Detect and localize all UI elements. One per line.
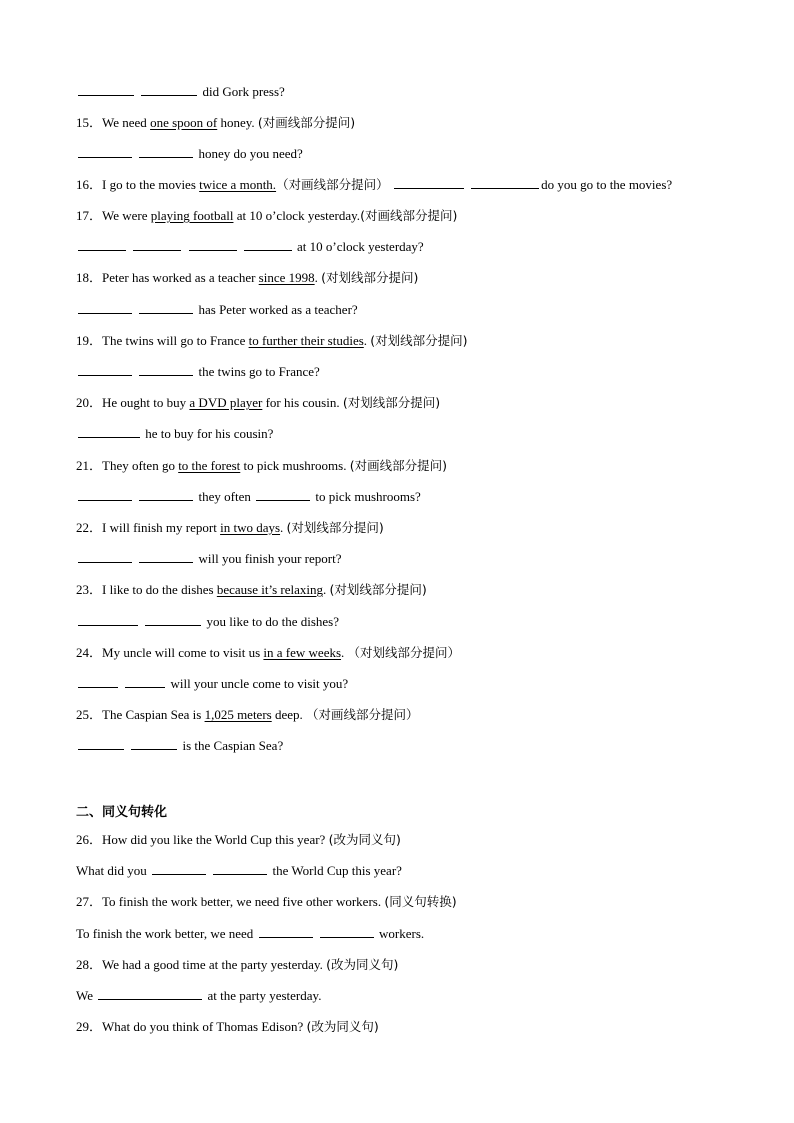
answer-blank[interactable] xyxy=(133,238,181,251)
underlined-part: to the forest xyxy=(178,458,241,473)
answer-blank[interactable] xyxy=(139,488,193,501)
answer-pre: We xyxy=(76,988,93,1003)
answer-blank[interactable] xyxy=(78,83,134,96)
question-21 xyxy=(76,457,447,475)
question-text: . xyxy=(322,582,330,597)
answer-blank[interactable] xyxy=(141,83,197,96)
instruction-note: （对画线部分提问） xyxy=(276,177,389,192)
question-number: 25． xyxy=(76,707,103,722)
answer-blank[interactable] xyxy=(98,987,202,1000)
q23-answer-line xyxy=(76,613,339,631)
question-17 xyxy=(76,207,457,225)
answer-tail: at 10 o’clock yesterday? xyxy=(297,239,424,254)
instruction-note: (改为同义句) xyxy=(306,1019,379,1034)
underlined-part: in two days xyxy=(220,520,281,535)
answer-blank[interactable] xyxy=(394,176,464,189)
underlined-part: in a few weeks xyxy=(263,645,342,660)
underlined-part: a DVD player xyxy=(189,395,263,410)
answer-blank[interactable] xyxy=(139,301,193,314)
instruction-note: (同义句转换) xyxy=(384,894,457,909)
question-text: What do you think of Thomas Edison? xyxy=(102,1019,307,1034)
instruction-note: (对画线部分提问) xyxy=(360,208,458,223)
answer-blank[interactable] xyxy=(78,425,140,438)
answer-blank[interactable] xyxy=(256,488,310,501)
q18-answer-line xyxy=(76,301,358,319)
question-19 xyxy=(76,332,468,350)
question-27 xyxy=(76,893,457,911)
answer-blank[interactable] xyxy=(471,176,539,189)
answer-blank[interactable] xyxy=(139,363,193,376)
answer-blank[interactable] xyxy=(78,613,138,626)
question-number: 29． xyxy=(76,1019,103,1034)
answer-tail: honey do you need? xyxy=(198,146,303,161)
q27-answer-line xyxy=(76,925,424,943)
question-text: He ought to buy xyxy=(102,395,190,410)
q17-answer-line xyxy=(76,238,424,256)
question-text: We had a good time at the party yesterday. xyxy=(102,957,327,972)
q14-answer-line xyxy=(76,83,285,101)
answer-blank[interactable] xyxy=(78,145,132,158)
question-26 xyxy=(76,831,401,849)
question-number: 16． xyxy=(76,177,103,192)
question-24 xyxy=(76,644,460,662)
question-text: honey. xyxy=(217,115,258,130)
answer-tail: do you go to the movies? xyxy=(541,177,673,192)
question-text: To finish the work better, we need five other workers. xyxy=(102,894,385,909)
answer-tail: has Peter worked as a teacher? xyxy=(198,302,358,317)
question-number: 18． xyxy=(76,270,103,285)
question-number: 24． xyxy=(76,645,103,660)
instruction-note: (对划线部分提问) xyxy=(321,270,419,285)
q25-answer-line xyxy=(76,737,283,755)
question-number: 23． xyxy=(76,582,103,597)
question-text: . xyxy=(363,333,371,348)
answer-blank[interactable] xyxy=(139,145,193,158)
answer-blank[interactable] xyxy=(320,925,374,938)
question-text: I will finish my report xyxy=(102,520,221,535)
q24-answer-line xyxy=(76,675,348,693)
answer-tail: the twins go to France? xyxy=(198,364,320,379)
answer-blank[interactable] xyxy=(78,301,132,314)
answer-pre: To finish the work better, we need xyxy=(76,926,254,941)
answer-pre: What did you xyxy=(76,863,147,878)
answer-blank[interactable] xyxy=(78,550,132,563)
instruction-note: (对划线部分提问) xyxy=(329,582,427,597)
instruction-note: （对划线部分提问） xyxy=(347,645,461,660)
q19-answer-line xyxy=(76,363,320,381)
instruction-note: （对画线部分提问） xyxy=(306,707,419,722)
question-text: The Caspian Sea is xyxy=(102,707,205,722)
section-heading: 二、同义句转化 xyxy=(76,805,168,820)
q21-answer-line xyxy=(76,488,421,506)
answer-tail: at the party yesterday. xyxy=(207,988,322,1003)
question-text: My uncle will come to visit us xyxy=(102,645,264,660)
underlined-part: because it’s relaxing xyxy=(216,582,323,597)
question-text: I like to do the dishes xyxy=(102,582,217,597)
underlined-part: twice a month. xyxy=(199,177,277,192)
answer-blank[interactable] xyxy=(213,862,267,875)
question-text: How did you like the World Cup this year? xyxy=(102,832,329,847)
question-text: We need xyxy=(102,115,151,130)
underlined-part: to further their studies xyxy=(248,333,364,348)
question-15 xyxy=(76,114,355,132)
q14-answer-tail: did Gork press? xyxy=(202,84,285,99)
underlined-part: one spoon of xyxy=(150,115,218,130)
answer-blank[interactable] xyxy=(189,238,237,251)
question-text: They often go xyxy=(102,458,179,473)
question-number: 27． xyxy=(76,894,103,909)
question-18 xyxy=(76,269,418,287)
answer-mid: they often xyxy=(198,489,251,504)
answer-tail: the World Cup this year? xyxy=(272,863,402,878)
question-text: . xyxy=(341,645,348,660)
answer-blank[interactable] xyxy=(125,675,165,688)
question-text: for his cousin. xyxy=(262,395,343,410)
question-number: 15． xyxy=(76,115,103,130)
q15-answer-line xyxy=(76,145,303,163)
question-text: . xyxy=(280,520,287,535)
question-text: We were xyxy=(102,208,151,223)
question-22 xyxy=(76,519,384,537)
question-text: I go to the movies xyxy=(102,177,200,192)
question-text: . xyxy=(314,270,322,285)
instruction-note: (改为同义句) xyxy=(328,832,401,847)
question-text: The twins will go to France xyxy=(102,333,249,348)
question-text: at 10 o’clock yesterday. xyxy=(233,208,361,223)
question-16 xyxy=(76,176,672,194)
answer-blank[interactable] xyxy=(131,737,177,750)
q20-answer-line xyxy=(76,425,273,443)
question-25 xyxy=(76,706,419,724)
question-28 xyxy=(76,956,398,974)
question-number: 17． xyxy=(76,208,103,223)
answer-tail: is the Caspian Sea? xyxy=(182,738,284,753)
question-text: to pick mushrooms. xyxy=(240,458,350,473)
question-number: 21． xyxy=(76,458,103,473)
answer-blank[interactable] xyxy=(152,862,206,875)
answer-blank[interactable] xyxy=(78,675,118,688)
instruction-note: (改为同义句) xyxy=(326,957,399,972)
question-number: 20． xyxy=(76,395,103,410)
question-number: 19． xyxy=(76,333,103,348)
answer-blank[interactable] xyxy=(78,238,126,251)
answer-blank[interactable] xyxy=(145,613,201,626)
answer-blank[interactable] xyxy=(244,238,292,251)
underlined-part: since 1998 xyxy=(258,270,315,285)
question-20 xyxy=(76,394,440,412)
answer-tail: will your uncle come to visit you? xyxy=(170,676,349,691)
instruction-note: (对划线部分提问) xyxy=(286,520,384,535)
question-number: 26． xyxy=(76,832,103,847)
question-23 xyxy=(76,581,427,599)
answer-blank[interactable] xyxy=(78,737,124,750)
q22-answer-line xyxy=(76,550,341,568)
answer-tail: he to buy for his cousin? xyxy=(145,426,274,441)
question-text: Peter has worked as a teacher xyxy=(102,270,259,285)
answer-blank[interactable] xyxy=(78,363,132,376)
answer-tail: will you finish your report? xyxy=(198,551,342,566)
q28-answer-line xyxy=(76,987,321,1005)
answer-tail: to pick mushrooms? xyxy=(315,489,421,504)
question-29 xyxy=(76,1018,379,1036)
instruction-note: (对划线部分提问) xyxy=(370,333,468,348)
answer-blank[interactable] xyxy=(78,488,132,501)
instruction-note: (对画线部分提问) xyxy=(257,115,356,130)
instruction-note: (对划线部分提问) xyxy=(342,395,441,410)
answer-blank[interactable] xyxy=(259,925,313,938)
question-text: deep. xyxy=(271,707,307,722)
instruction-note: (对画线部分提问) xyxy=(349,458,447,473)
question-number: 22． xyxy=(76,520,103,535)
answer-tail: workers. xyxy=(379,926,425,941)
question-number: 28． xyxy=(76,957,103,972)
q26-answer-line xyxy=(76,862,402,880)
underlined-part: 1,025 meters xyxy=(204,707,272,722)
answer-tail: you like to do the dishes? xyxy=(206,614,340,629)
underlined-part: playing football xyxy=(150,208,234,223)
answer-blank[interactable] xyxy=(139,550,193,563)
